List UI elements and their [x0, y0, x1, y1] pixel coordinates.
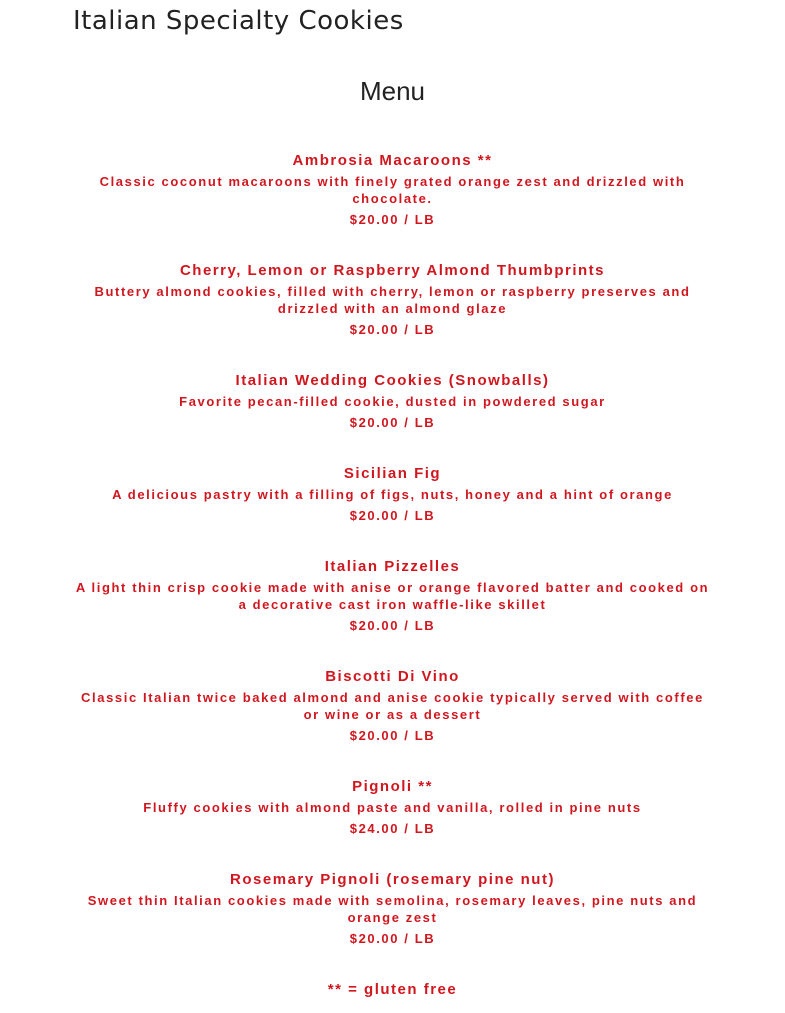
menu-item-ambrosia-macaroons	[0, 151, 785, 229]
item-description: Favorite pecan-filled cookie, dusted in powdered sugar	[179, 394, 606, 409]
menu-item-rosemary-pignoli	[0, 870, 785, 948]
item-description: A light thin crisp cookie made with anise or orange flavored batter and cooked on a decorative cast iron waffle-like skillet	[75, 580, 710, 612]
item-price: $20.00 / LB	[349, 508, 436, 523]
page-title: Italian Specialty Cookies	[73, 6, 404, 36]
item-description: Classic Italian twice baked almond and anise cookie typically served with coffee or wine or as a dessert	[81, 690, 704, 722]
item-name: Sicilian Fig	[343, 465, 442, 482]
item-name: Cherry, Lemon or Raspberry Almond Thumbprints	[179, 262, 606, 279]
item-description: Classic coconut macaroons with finely grated orange zest and drizzled with chocolate.	[99, 174, 686, 206]
menu-heading: Menu	[359, 76, 426, 106]
item-price: $20.00 / LB	[349, 322, 436, 337]
item-name: Italian Pizzelles	[324, 558, 461, 575]
item-description: Sweet thin Italian cookies made with semolina, rosemary leaves, pine nuts and orange zest	[87, 893, 698, 925]
item-name: Biscotti Di Vino	[325, 668, 460, 685]
item-price: $20.00 / LB	[349, 728, 436, 743]
item-price: $20.00 / LB	[349, 618, 436, 633]
menu-item-italian-pizzelles	[0, 557, 785, 635]
item-name: Italian Wedding Cookies (Snowballs)	[235, 372, 550, 389]
item-name: Rosemary Pignoli (rosemary pine nut)	[230, 871, 555, 888]
item-price: $20.00 / LB	[349, 212, 436, 227]
menu-item-italian-wedding-cookies	[0, 371, 785, 432]
gluten-free-note: ** = gluten free	[327, 981, 458, 998]
item-description: A delicious pastry with a filling of figs, nuts, honey and a hint of orange	[112, 487, 673, 502]
menu-item-almond-thumbprints	[0, 261, 785, 339]
item-name: Ambrosia Macaroons **	[292, 152, 493, 169]
item-description: Fluffy cookies with almond paste and vanilla, rolled in pine nuts	[143, 800, 642, 815]
item-price: $24.00 / LB	[349, 821, 436, 836]
gluten-free-footnote	[0, 980, 785, 1000]
menu-item-biscotti-di-vino	[0, 667, 785, 745]
item-name: Pignoli **	[352, 778, 433, 795]
item-description: Buttery almond cookies, filled with cherry, lemon or raspberry preserves and drizzled with an almond glaze	[94, 284, 691, 316]
item-price: $20.00 / LB	[349, 415, 436, 430]
menu-item-pignoli	[0, 777, 785, 838]
item-price: $20.00 / LB	[349, 931, 436, 946]
menu-item-sicilian-fig	[0, 464, 785, 525]
menu-list	[0, 151, 785, 1000]
